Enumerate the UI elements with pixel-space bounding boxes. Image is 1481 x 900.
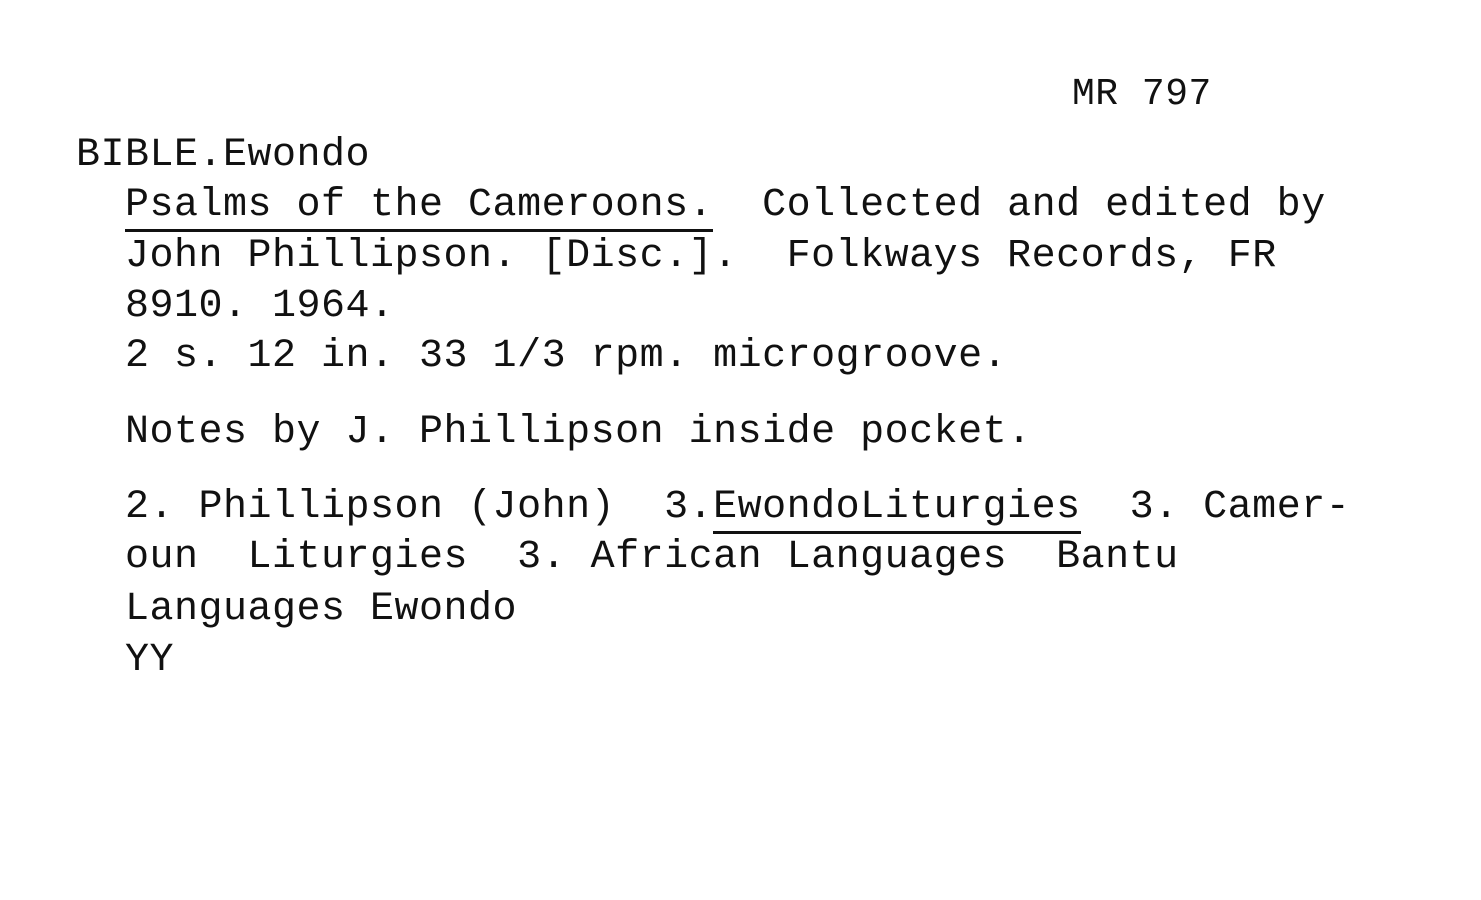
tracings-line-4: YY: [125, 638, 175, 683]
tracings-line-1: [125, 485, 1351, 530]
title: Psalms of the Cameroons.: [125, 183, 713, 232]
responsibility-statement: Collected and edited by: [713, 183, 1326, 228]
note: Notes by J. Phillipson inside pocket.: [125, 410, 1032, 455]
tracing-subject: EwondoLiturgies: [713, 485, 1081, 534]
tracing-suffix: 3. Camer-: [1080, 485, 1351, 530]
publication-line: [125, 234, 1277, 279]
main-heading: BIBLE.Ewondo: [76, 133, 371, 178]
tracing-prefix: 2. Phillipson (John) 3.: [125, 485, 714, 530]
tracings-line-2: oun Liturgies 3. African Languages Bantu: [125, 535, 1179, 580]
title-line: [125, 183, 1326, 228]
call-number: MR 797: [1072, 73, 1212, 116]
physical-description: 2 s. 12 in. 33 1/3 rpm. microgroove.: [125, 334, 1008, 379]
editor-name: John Phillipson.: [125, 234, 542, 279]
publisher: . Folkways Records, FR: [713, 234, 1277, 279]
publication-number-date: 8910. 1964.: [125, 284, 395, 329]
tracings-line-3: Languages Ewondo: [125, 587, 518, 632]
medium-designator: [Disc.]: [541, 234, 714, 279]
